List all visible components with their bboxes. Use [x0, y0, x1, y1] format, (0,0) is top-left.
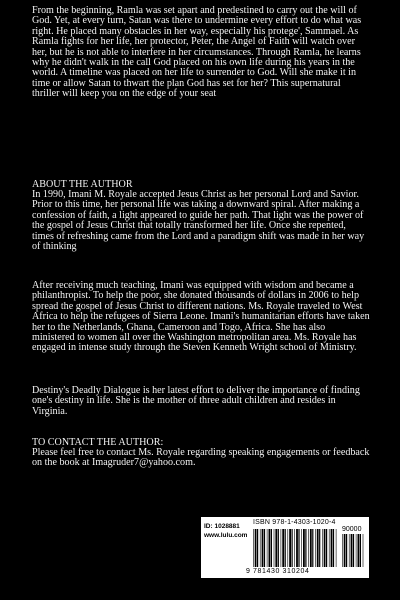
isbn-barcode-icon: [253, 529, 339, 567]
lulu-url: www.lulu.com: [204, 532, 248, 539]
barcode-bar: [275, 529, 277, 567]
barcode-bar: [267, 529, 268, 567]
about-author-paragraph-3: Destiny's Deadly Dialogue is her latest effort to deliver the importance of finding one's destiny in life. She is the mother of three adult children and resides in Virginia.: [32, 385, 360, 417]
barcode-bar: [331, 529, 333, 567]
barcode-bar: [289, 529, 291, 567]
barcode-bar: [342, 534, 343, 567]
barcode-bar: [298, 529, 299, 567]
barcode-digits: 9 781430 310204: [246, 568, 310, 575]
barcode-bar: [257, 529, 258, 567]
barcode-bar: [360, 534, 361, 567]
barcode-bar: [282, 529, 284, 567]
barcode-bar: [271, 529, 272, 567]
barcode-bar: [349, 534, 350, 567]
barcode-bar: [296, 529, 298, 567]
barcode-bar: [310, 529, 312, 567]
barcode-bar: [324, 529, 326, 567]
barcode-bar: [288, 529, 289, 567]
barcode-bar: [292, 529, 293, 567]
isbn-barcode-panel: [201, 517, 369, 578]
barcode-bar: [305, 529, 306, 567]
barcode-bar: [285, 529, 286, 567]
barcode-bar: [346, 534, 347, 567]
price-barcode-icon: [342, 534, 366, 567]
barcode-bar: [303, 529, 305, 567]
barcode-bar: [322, 529, 323, 567]
isbn-label: ISBN 978-1-4303-1020-4: [253, 519, 336, 526]
barcode-bar: [358, 534, 360, 567]
barcode-bar: [326, 529, 327, 567]
barcode-bar: [319, 529, 320, 567]
barcode-bar: [255, 529, 257, 567]
book-synopsis: From the beginning, Ramla was set apart and predestined to carry out the will of God. Yet, at every turn, Satan was there to undermine every effort to do what was right. He placed many obstacles in her way, especially his protege', Sammael. As Ramla fights for her life, her protector, Peter, the Angel of Faith will watch over her, but he is not able to interfere in her circumstances. Through Ramla, he learns why he didn't walk in the call God placed on his own life during his years in the world. A timeline was placed on her life to surrender to God. Will she make it in time or allow Satan to thwart the plan God has set for her? This supernatural thriller will keep you on the edge of your seat: [32, 5, 362, 100]
barcode-bar: [312, 529, 313, 567]
barcode-bar: [333, 529, 334, 567]
barcode-bar: [353, 534, 354, 567]
barcode-bar: [308, 529, 309, 567]
barcode-bar: [329, 529, 330, 567]
barcode-bar: [336, 529, 337, 567]
barcode-bar: [351, 534, 353, 567]
barcode-bar: [317, 529, 319, 567]
price-code: 90000: [342, 526, 362, 533]
contact-author-heading: TO CONTACT THE AUTHOR:: [32, 437, 164, 448]
barcode-bar: [356, 534, 357, 567]
barcode-bar: [315, 529, 316, 567]
barcode-bar: [269, 529, 271, 567]
barcode-bar: [301, 529, 302, 567]
barcode-bar: [260, 529, 261, 567]
about-author-heading: ABOUT THE AUTHOR: [32, 179, 133, 190]
barcode-bar: [363, 534, 364, 567]
barcode-bar: [278, 529, 279, 567]
about-author-paragraph-2: After receiving much teaching, Imani was equipped with wisdom and became a philanthropist. To help the poor, she donated thousands of dollars in 2006 to help spread the gospel of Jesus Christ to different nations. Ms. Royale traveled to West Africa to help the refugees of Sierra Leone. Imani's humanitarian efforts have taken her to the Netherlands, Ghana, Cameroon and Togo, Africa. She has also ministered to women all over the Washington metropolitan area. Ms. Royale has engaged in intense study through the Steven Kenneth Wright school of Ministry.: [32, 280, 370, 354]
barcode-bar: [264, 529, 265, 567]
barcode-bar: [344, 534, 346, 567]
barcode-bar: [281, 529, 282, 567]
barcode-bar: [253, 529, 254, 567]
barcode-bar: [274, 529, 275, 567]
barcode-bar: [262, 529, 264, 567]
contact-author-text: Please feel free to contact Ms. Royale regarding speaking engagements or feedback on the book at Imagruder7@yahoo.com.: [32, 447, 370, 469]
lulu-publisher-box: [204, 522, 252, 552]
barcode-bar: [294, 529, 295, 567]
lulu-id: ID: 1028881: [204, 523, 240, 530]
about-author-paragraph-1: In 1990, Imani M. Royale accepted Jesus Christ as her personal Lord and Savior. Prior to this time, her personal life was taking a downward spiral. After making a confession of faith, a light appeared to guide her path. That light was the power of the gospel of Jesus Christ that totally transformed her life. Once she repented, times of refreshing came from the Lord and a paradigm shift was made in her way of thinking: [32, 189, 365, 253]
